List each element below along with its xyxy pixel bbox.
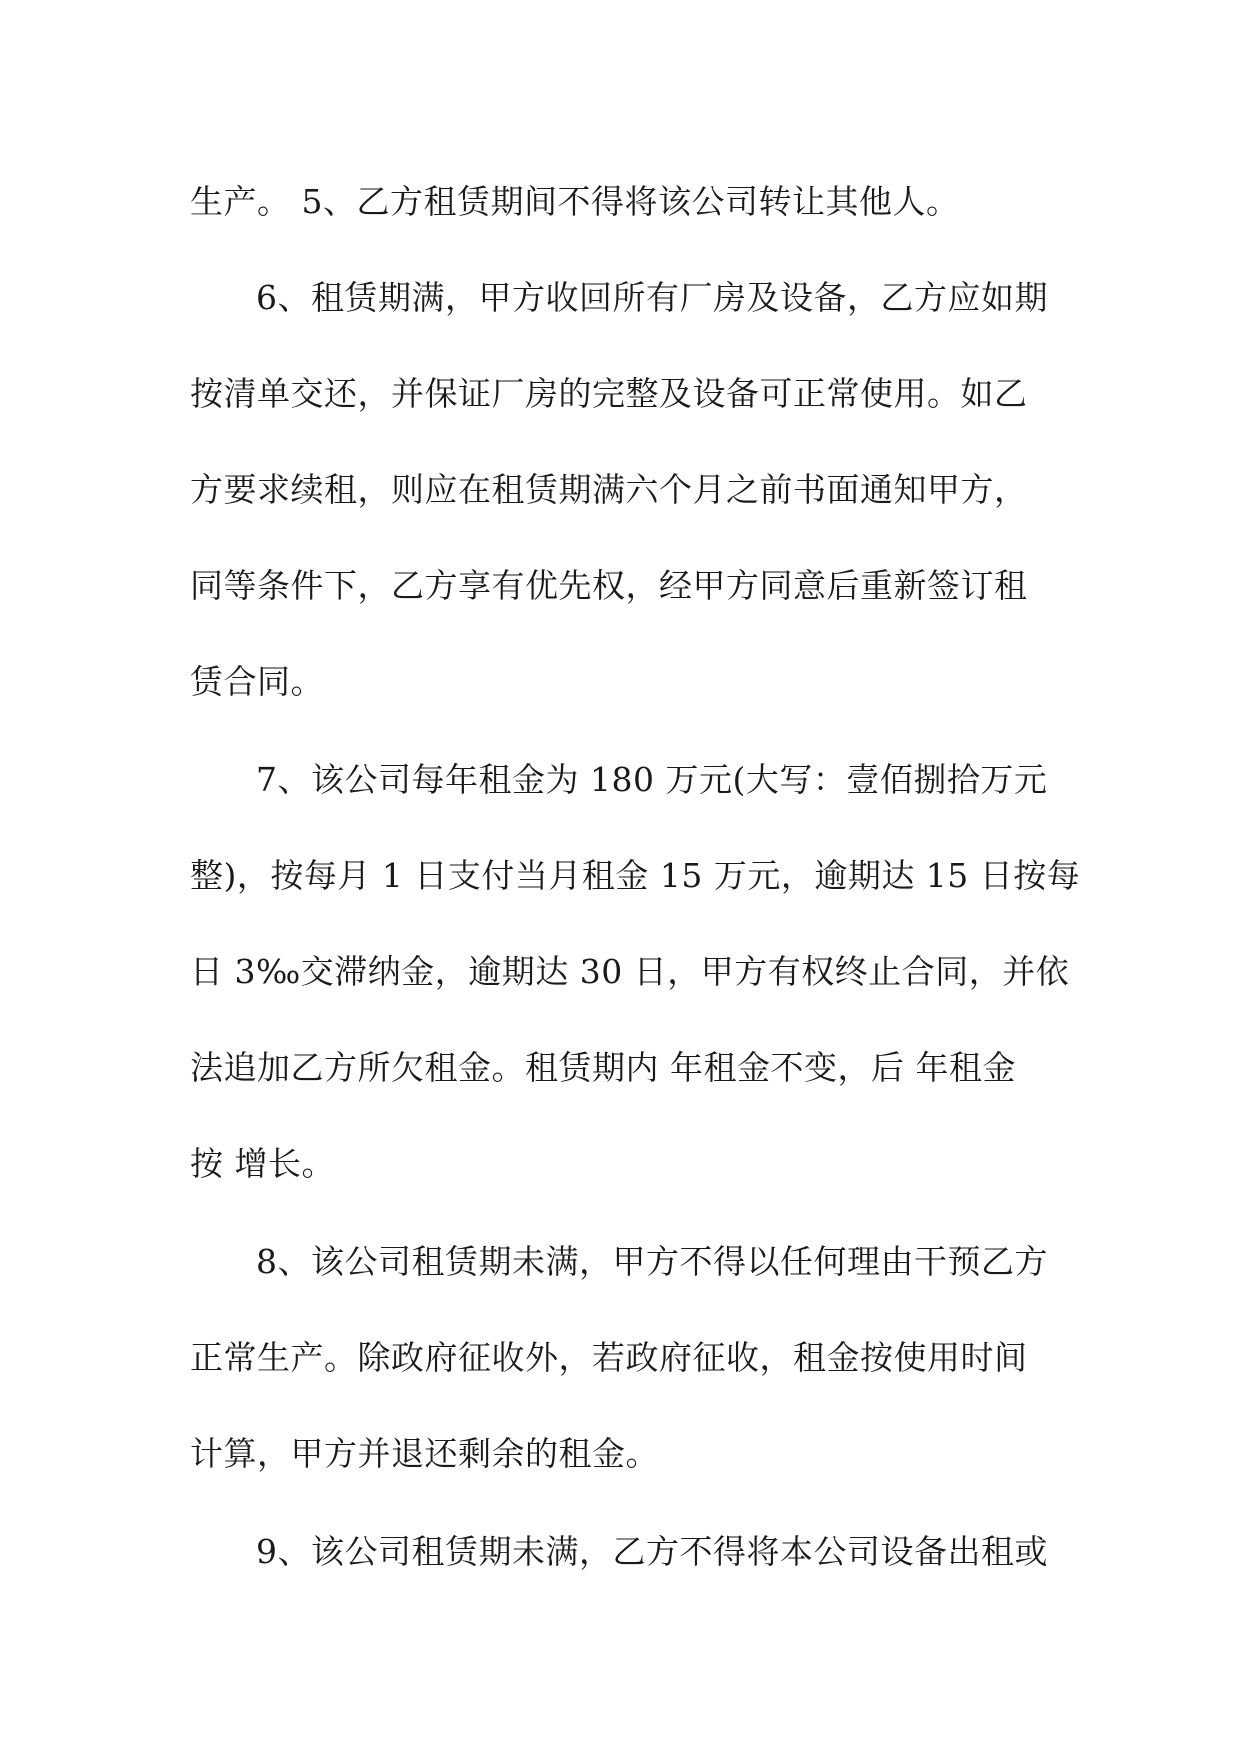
text-line-11: 按 增长。 [190, 1144, 335, 1183]
text-line-15: 9、该公司租赁期未满，乙方不得将本公司设备出租或 [256, 1532, 1048, 1571]
text-line-14: 计算，甲方并退还剩余的租金。 [190, 1434, 659, 1473]
text-line-1: 生产。 5、乙方租赁期间不得将该公司转让其他人。 [190, 182, 960, 221]
text-line-3: 按清单交还，并保证厂房的完整及设备可正常使用。如乙 [190, 374, 1028, 413]
text-line-13: 正常生产。除政府征收外，若政府征收，租金按使用时间 [190, 1338, 1028, 1377]
text-line-7: 7、该公司每年租金为 180 万元(大写：壹佰捌拾万元 [256, 760, 1048, 799]
text-line-9: 日 3‰交滞纳金，逾期达 30 日，甲方有权终止合同，并依 [190, 952, 1070, 991]
text-line-12: 8、该公司租赁期未满，甲方不得以任何理由干预乙方 [256, 1242, 1048, 1281]
text-line-8: 整)，按每月 1 日支付当月租金 15 万元，逾期达 15 日按每 [190, 856, 1081, 895]
text-line-6: 赁合同。 [190, 662, 324, 701]
text-line-2: 6、租赁期满，甲方收回所有厂房及设备，乙方应如期 [256, 278, 1048, 317]
text-line-4: 方要求续租，则应在租赁期满六个月之前书面通知甲方， [190, 470, 1028, 509]
text-line-10: 法追加乙方所欠租金。租赁期内 年租金不变，后 年租金 [190, 1048, 1016, 1087]
text-line-5: 同等条件下，乙方享有优先权，经甲方同意后重新签订租 [190, 566, 1028, 605]
